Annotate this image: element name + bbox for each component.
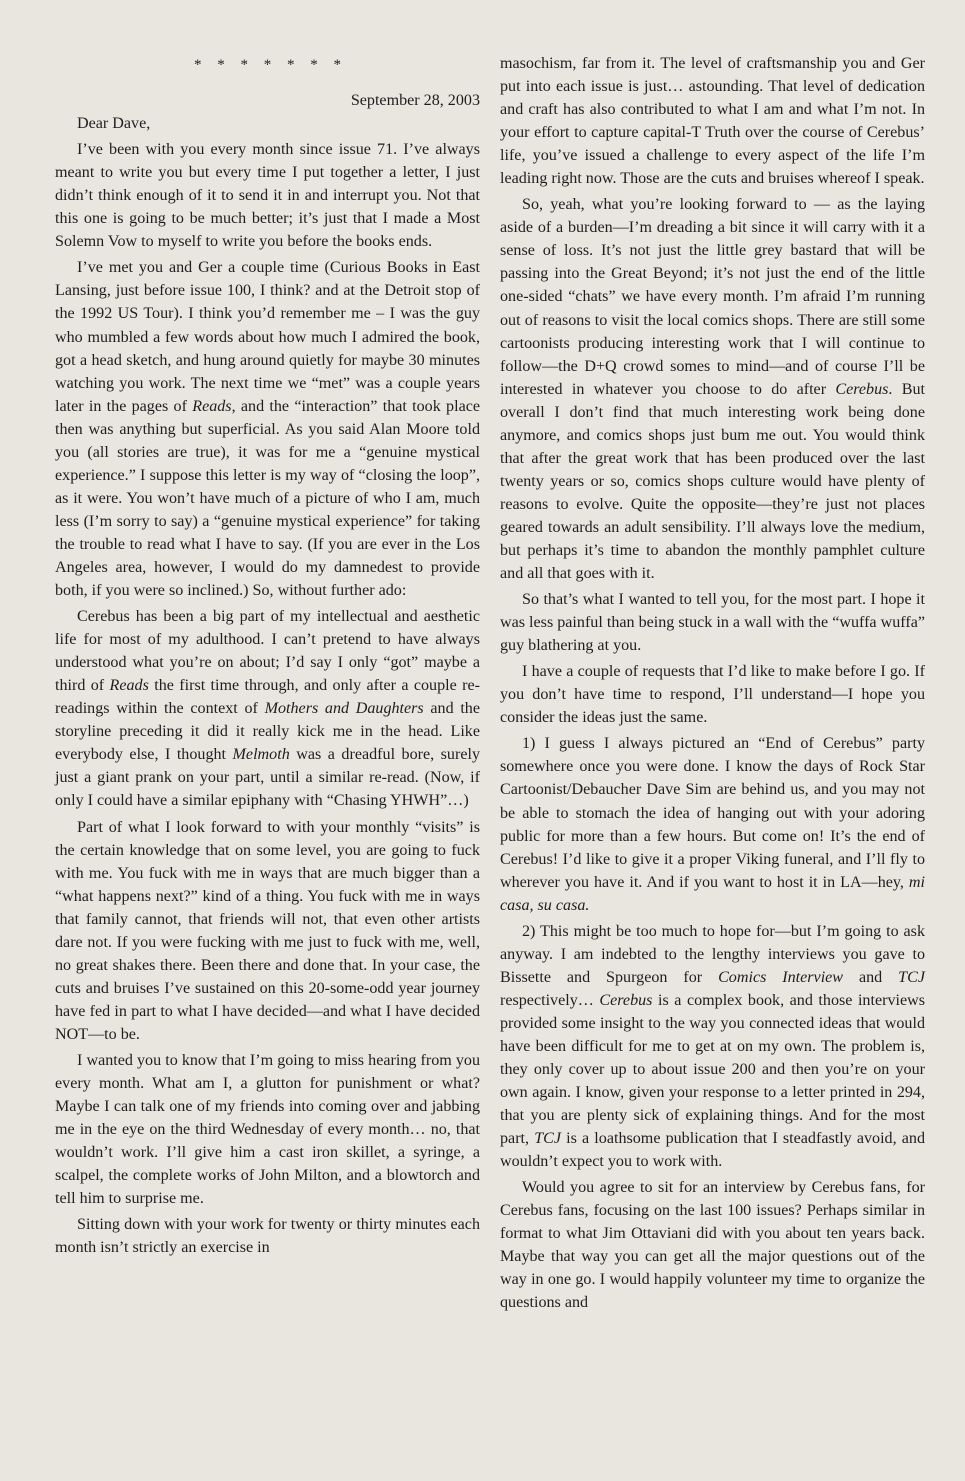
paragraph: masochism, far from it. The level of craftsmanship you and Ger put into each issue is just… astounding. That level of dedication and craft has also contributed to what I am and what I’m not. In your effort to capture capital-T Truth over the course of Cerebus’ life, you’ve issued a challenge to every aspect of the life I’m leading right now. Those are the cuts and bruises whereof I speak. bbox=[500, 55, 925, 188]
paragraph: I’ve been with you every month since issue 71. I’ve always meant to write you but every time I put together a letter, I just didn’t think enough of it to send it in and interrupt you. Not that this one is going to be much better; it’s just that I made a Most Solemn Vow to myself to write you before the books ends. bbox=[55, 141, 480, 251]
section-separator: * * * * * * * bbox=[194, 57, 347, 73]
left-column bbox=[55, 48, 480, 1262]
paragraph: Part of what I look forward to with your monthly “visits” is the certain knowledge that on some level, you are going to fuck with me. You fuck with me in ways that are much bigger than a “what happens next?” kind of a thing. You fuck with me in ways that family cannot, that friends will not, that even other artists dare not. If you were fucking with me just to fuck with me, well, no great shakes there. Been there and done that. In your case, the cuts and bruises I’ve sustained on this 20-some-odd year journey have fed in part to what I have decided—and what I have decided NOT—to be. bbox=[55, 818, 480, 1043]
paragraph: I wanted you to know that I’m going to miss hearing from you every month. What am I, a glutton for punishment or what? Maybe I can talk one of my friends into coming over and jabbing me in the eye on the third Wednesday of every month… no, that wouldn’t work. I’ll give him a cast iron skillet, a syringe, a scalpel, the complete works of John Milton, and a blowtorch and tell him to surprise me. bbox=[55, 1051, 480, 1208]
paragraph: I have a couple of requests that I’d like to make before I go. If you don’t have time to respond, I’ll understand—I hope you consider the ideas just the same. bbox=[500, 663, 925, 727]
paragraph: Sitting down with your work for twenty or thirty minutes each month isn’t strictly an exercise in bbox=[55, 1216, 480, 1257]
paragraph: 1) I guess I always pictured an “End of Cerebus” party somewhere once you were done. I know the days of Rock Star Cartoonist/Debaucher Dave Sim are behind us, and you may not be able to stomach the idea of hanging out with your adoring public for more than a few hours. But come on! It’s the end of Cerebus! I’d like to give it a proper Viking funeral, and I’ll fly to wherever you have it. And if you want to host it in LA—hey, mi casa, su casa. bbox=[500, 735, 925, 914]
paragraph: Would you agree to sit for an interview by Cerebus fans, for Cerebus fans, focusing on the last 100 issues? Perhaps similar in format to what Jim Ottaviani did with you about ten years back. Maybe that way you can get all the major questions out of the way in one go. I would happily volunteer my time to organize the questions and bbox=[500, 1179, 925, 1312]
paragraph: So, yeah, what you’re looking forward to — as the laying aside of a burden—I’m dreading a bit since it will carry with it a sense of loss. It’s not just the little grey bastard that will be passing into the Great Beyond; it’s not just the end of the little one-sided “chats” we have every month. I’m afraid I’m running out of reasons to visit the local comics shops. There are still some cartoonists producing interesting work that I will continue to follow—the D+Q crowd somes to mind—and of course I’ll be interested in whatever you choose to do after Cerebus. But overall I don’t find that much interesting work being done anymore, and comics shops just bum me out. You would think that after the great work that has been produced over the last twenty years or so, comics shops culture would have plenty of reasons to evolve. Quite the opposite—they’re just not places geared towards an adult sensibility. I’ll always love the medium, but perhaps it’s time to abandon the monthly pamphlet culture and all that goes with it. bbox=[500, 196, 925, 583]
letter-date: September 28, 2003 bbox=[350, 92, 480, 110]
paragraph: So that’s what I wanted to tell you, for the most part. I hope it was less painful than being stuck in a wall with the “wuffa wuffa” guy blathering at you. bbox=[500, 591, 925, 655]
paragraph: Cerebus has been a big part of my intellectual and aesthetic life for most of my adulthood. I can’t pretend to have always understood what you’re on about; I’d say I only “got” maybe a third of Reads the first time through, and only after a couple re-readings within the context of Mothers and Daughters and the storyline preceding it did it really kick me in the head. Like everybody else, I thought Melmoth was a dreadful bore, surely just a giant prank on your part, until a similar re-read. (Now, if only I could have a similar epiphany with “Chasing YHWH”…) bbox=[55, 608, 481, 810]
right-column bbox=[500, 52, 925, 1318]
paragraph: 2) This might be too much to hope for—but I’m going to ask anyway. I am indebted to the lengthy interviews you gave to Bissette and Spurgeon for Comics Interview and TCJ respectively… Cerebus is a complex book, and those interviews provided some insight to the way you connected ideas that would have been difficult for me to get at on my own. The problem is, they only cover up to about issue 200 and then you’re on your own again. I know, given your response to a letter printed in 294, that you are plenty sick of explaining things. And for the most part, TCJ is a loathsome publication that I steadfastly avoid, and wouldn’t expect you to work with. bbox=[500, 922, 925, 1171]
paragraph: I’ve met you and Ger a couple time (Curious Books in East Lansing, just before issue 100, I think? and at the Detroit stop of the 1992 US Tour). I think you’d remember me – I was the guy who mumbled a few words about how much I admired the book, got a head sketch, and hung around quietly for maybe 30 minutes watching you work. The next time we “met” was a couple years later in the pages of Reads, and the “interaction” that took place then was anything but superficial. As you said Alan Moore told you (all stories are true), it was for me a “genuine mystical experience.” I suppose this letter is my way of “closing the loop”, as it were. You won’t have much of a picture of who I am, much less (I’m sorry to say) a “genuine mystical experience” for taking the trouble to read what I have to say. (If you are ever in the Los Angeles area, however, I would do my damnedest to provide both, if you were so inclined.) So, without further ado: bbox=[55, 259, 480, 600]
salutation: Dear Dave, bbox=[77, 115, 151, 133]
